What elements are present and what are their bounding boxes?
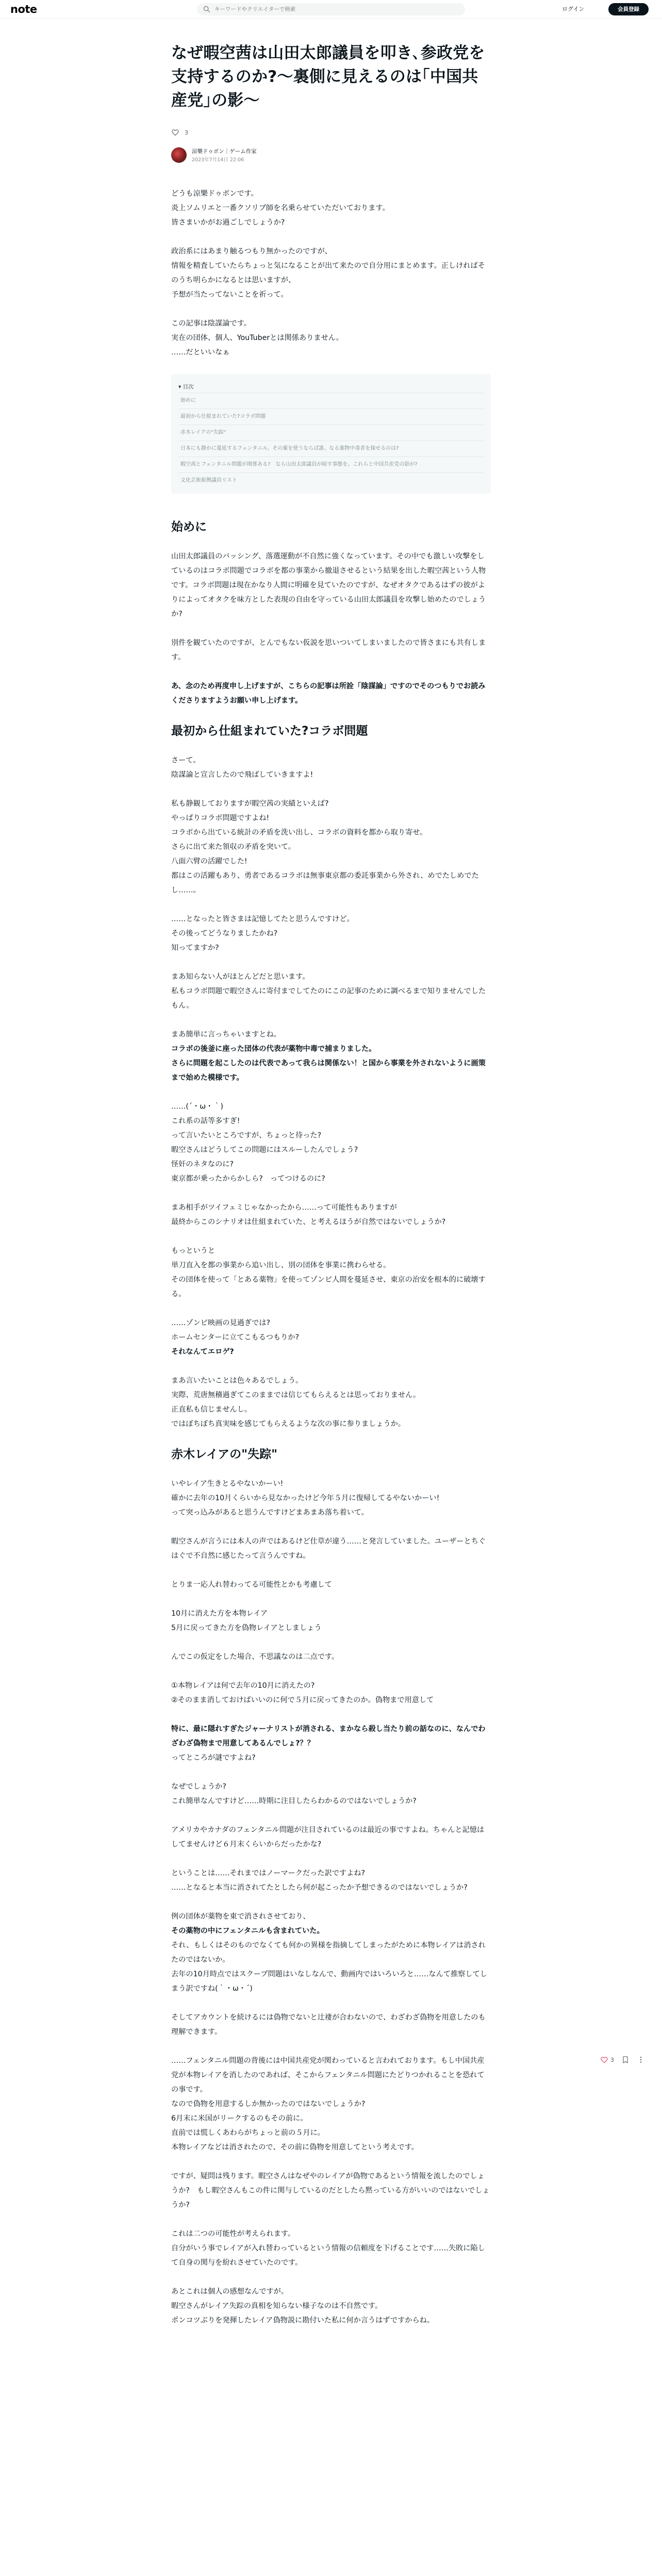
section-paragraph: ですが、疑問は残ります。暇空さんはなぜやのレイアが偽物であるという情報を流したのでしょうか? もし暇空さんもこの件に関与しているのだとしたら黙っている方がいいのではないでしょうか? (171, 2172, 490, 2209)
section-paragraph: まあ相手がツイフェミじゃなかったから……って可能性もありますが 最終からこのシナリオは仕組まれていた、と考えるほうが自然ではないでしょうか? (171, 1204, 446, 1226)
section-paragraph: とりま一応人れ替わってる可能性とかも考慮して (171, 1581, 332, 1589)
toc-toggle[interactable]: ▾ 目次 (178, 384, 194, 390)
section-heading: 始めに (171, 520, 207, 534)
toc-item[interactable]: 文化芸術振興議員リスト (178, 472, 484, 488)
section-paragraph: ①本物レイアは何で去年の10月に消えたの? ②そのまま消しておけばいいのに何で５月に戻ってきたのか。偽物まで用意して (171, 1682, 434, 1704)
search-bar[interactable] (197, 3, 465, 15)
article (171, 41, 491, 2342)
avatar[interactable] (171, 147, 187, 163)
section-paragraph: いやレイア生きとるやないかーい! 確かに去年の10月くらいから見なかったけど今年５月に復帰してるやないかーい! って突っ込みがあると思うんですけどまあまあ落ち着いて。 (171, 1480, 440, 1517)
signup-button[interactable]: 会員登録 (608, 3, 649, 15)
intro-paragraph: この記事は陰謀論です。 実在の団体、個人、YouTuberとは関係ありません。 ……だといいなぁ (171, 319, 343, 357)
login-link[interactable]: ログイン (562, 6, 585, 12)
section-paragraph: もっというと 単刀直入を都の事業から追い出し、別の団体を事業に携わらせる。 その団体を使って「とある薬物」を使ってゾンビ人間を蔓延させ、東京の治安を根本的に破壊する。 (171, 1247, 486, 1298)
more-icon[interactable] (637, 2056, 645, 2064)
section-paragraph: ……フェンタニル問題の背後には中国共産党が関わっていると言われております。もし中国共産党が本物レイアを消したのであれば、そこからフェンタニル問題にたどりつかれることを恐れての事です。 なので偽物を用意するしか無かったのではないでしょうか? 6月末に米国がリークするのもその前に。 直前では慌しくあわらがちょっと前の５月に。 本物レイアなどは消されたので、その前に偽物を用意してという考えです。 (171, 2057, 485, 2151)
section-paragraph: 例の団体が薬物を東で消されさせており、 その薬物の中にフェンタニルも含まれていた。 それ、もしくはそのものでなくても何かの異様を指摘してしまったがために本物レイアは消されたのではないか。 去年の10月時点ではスクープ問題はいなしなんで、動画内ではいろいろと……なんて推察してしまう訳ですね(｀・ω・´) (171, 1912, 487, 1993)
bookmark-icon[interactable] (621, 2056, 630, 2064)
section-heading: 最初から仕組まれていた?コラボ問題 (171, 724, 368, 738)
section-paragraph: さーて。 陰謀論と宣言したので飛ばしていきますよ! (171, 756, 313, 779)
section-paragraph: ……となったと皆さまは記憶してたと思うんですけど。 その後ってどうなりましたかね? 知ってますか? (171, 915, 354, 952)
section-paragraph: まあ言いたいことは色々あるでしょう。 実際、荒唐無稽過ぎてこのままでは信じてもらえるとは思っておりません。 正直私も信じませんし。 ではぼちぼち真実味を感じてもらえるような次の事に参りましょうか。 (171, 1377, 421, 1428)
search-input[interactable] (214, 4, 457, 14)
heart-icon[interactable] (171, 128, 179, 137)
heart-icon[interactable] (600, 2056, 608, 2064)
section-paragraph: 私も静観しておりますが暇空茜の実績といえば? やっぱりコラボ問題ですよね! コラボから出ている統計の矛盾を洗い出し、コラボの資料を都から取り寄せ。 さらに出て来た領収の矛盾を突いて。 八面六臂の活躍でした! 都はこの活躍もあり、勇者であるコラボは無事東京都の委託事業から外され、めでたしめでたし……。 (171, 800, 479, 894)
site-header (0, 0, 662, 19)
publish-date: 2023年7月14日 22:06 (192, 157, 244, 163)
floating-actions (600, 2056, 645, 2064)
section-paragraph: ということは……それまではノーマークだった訳ですよね? ……となると本当に消されてたとしたら何が起こったか予想できるのではないでしょうか? (171, 1869, 468, 1892)
toc-item[interactable]: 暇空茜とフェンタニル問題が関係ある? なら山田太郎議員が暗す事態を。これらと中国共産党の影が? (178, 456, 484, 472)
search-icon (203, 6, 210, 13)
section-paragraph: まあ簡単に言っちゃいますとね。 コラボの後釜に座った団体の代表が薬物中毒で捕まりました。 さらに問題を起こしたのは代表であって我らは関係ない！と国から事業を外されないように画策まで始めた模様です。 (171, 1030, 486, 1082)
section-paragraph: これは二つの可能性が考えられます。 自分がいう事でレイアが入れ替わっているという情報の信頼度を下げることです……失敗に陥して自身の関与を紛れさせていたのです。 (171, 2230, 485, 2267)
section-paragraph: そしてアカウントを続けるには偽物でないと辻褄が合わないので、わざわざ偽物を用意したのも理解できます。 (171, 2013, 486, 2036)
section-paragraph: アメリカやカナダのフェンタニル問題が注目されているのは最近の事ですよね。ちゃんと記憶はしてませんけど６月末くらいからだったかな? (171, 1826, 485, 1849)
author-name[interactable]: 涼樂ドゥボン｜ゲーム作家 (192, 148, 257, 155)
section-paragraph: 山田太郎議員のバッシング、落選運動が不自然に強くなっています。その中でも激しい攻撃をしているのはコラボ問題でコラボを都の事業から撤退させるという結果を出した暇空茜という人物です。コラボ問題は現在かなり人間に明確を見ていたのですが、なぜオタクであるはずの彼がよりによってオタクを味方とした表現の自由を守っている山田太郎議員を攻撃し始めたのでしょうか? (171, 552, 486, 618)
like-row (171, 128, 491, 137)
section-paragraph: 暇空さんが言うには本人の声ではあるけど仕草が違う……と発言していました。ユーザーとちぐはぐで不自然に感じたって言うんですね。 (171, 1537, 486, 1560)
intro-paragraph: 政治系にはあまり触るつもり無かったのですが、 情報を精査していたらちょっと気になることが出て来たので自分用にまとめます。正しければそのうち明らかになるとは思いますが、 予想が当たってないことを祈って。 (171, 247, 485, 299)
table-of-contents (171, 374, 491, 494)
toc-item[interactable]: 最初から仕組まれていた?コラボ問題 (178, 409, 484, 425)
side-like[interactable] (600, 2056, 614, 2064)
section-paragraph: んでこの仮定をした場合、不思議なのは二点です。 (171, 1653, 339, 1661)
intro-paragraph: どうも涼樂ドゥボンです。 炎上ソムリエと一番クソリプ師を名乗らせていただいております。 皆さまいかがお過ごしでしょうか? (171, 190, 390, 227)
note-logo[interactable]: note (10, 3, 37, 15)
section-heading: 赤木レイアの"失踪" (171, 1448, 278, 1461)
toc-item[interactable]: 日本にも静かに蔓延するフェンタニル。その薬を使うならば誰。なる薬物中毒者を探せるのは? (178, 440, 484, 456)
article-title: なぜ暇空茜は山田太郎議員を叩き､参政党を支持するのか?〜裏側に見えるのは｢中国共産党｣の影〜 (171, 44, 485, 110)
section-paragraph: 特に、最に隠れすぎたジャーナリストが消される、まかなら殺し当たり前の話なのに、なんでわざわざ偽物まで用意してあるんでしょ?？？ ってところが謎ですよね? (171, 1725, 486, 1762)
like-count: 3 (185, 129, 188, 136)
side-like-count: 3 (610, 2056, 614, 2063)
article-body (171, 187, 491, 2328)
section-paragraph: あとこれは個人の感想なんですが。 暇空さんがレイア失踪の真相を知らない様子なのは不自然です。 ポンコツぶりを発揮したレイア偽物説に勘付いた私に何か言うはずですからね。 (171, 2287, 435, 2325)
section-paragraph: なぜでしょうか? これ簡単なんですけど……時期に注目したらわかるのではないでしょうか? (171, 1783, 417, 1805)
toc-item[interactable]: 赤木レイアの"失踪" (178, 425, 484, 440)
section-paragraph: ……ゾンビ映画の見過ぎでは? ホームセンターに立てこもるつもりか? それなんてエロゲ? (171, 1319, 300, 1356)
section-paragraph: 10月に消えた方を本物レイア 5月に戻ってきた方を偽物レイアとしましょう (171, 1609, 322, 1632)
section-paragraph: ……(´・ω・｀) これ系の話等多すぎ! って言いたいところですが、ちょっと待った? 暇空さんはどうしてこの問題にはスルーしたんでしょう? 怪奸のネタなのに? 東京都が乗ったからかしら? ってつけるのに? (171, 1103, 358, 1183)
section-paragraph: 別件を観ていたのですが、とんでもない仮説を思いついてしまいましたので皆さまにも共有します。 (171, 639, 486, 662)
author-block[interactable] (171, 146, 491, 164)
toc-item[interactable]: 始めに (178, 393, 484, 409)
section-paragraph: まあ知らない人がほとんどだと思います。 私もコラボ問題で暇空さんに寄付までしてたのにこの記事のために調べるまで知りませんでしたもん。 (171, 973, 486, 1010)
section-paragraph: あ、念のため再度申し上げますが、こちらの記事は所詮「陰謀論」ですのでそのつもりでお読みくださりますようお願い申し上げます。 (171, 682, 486, 705)
